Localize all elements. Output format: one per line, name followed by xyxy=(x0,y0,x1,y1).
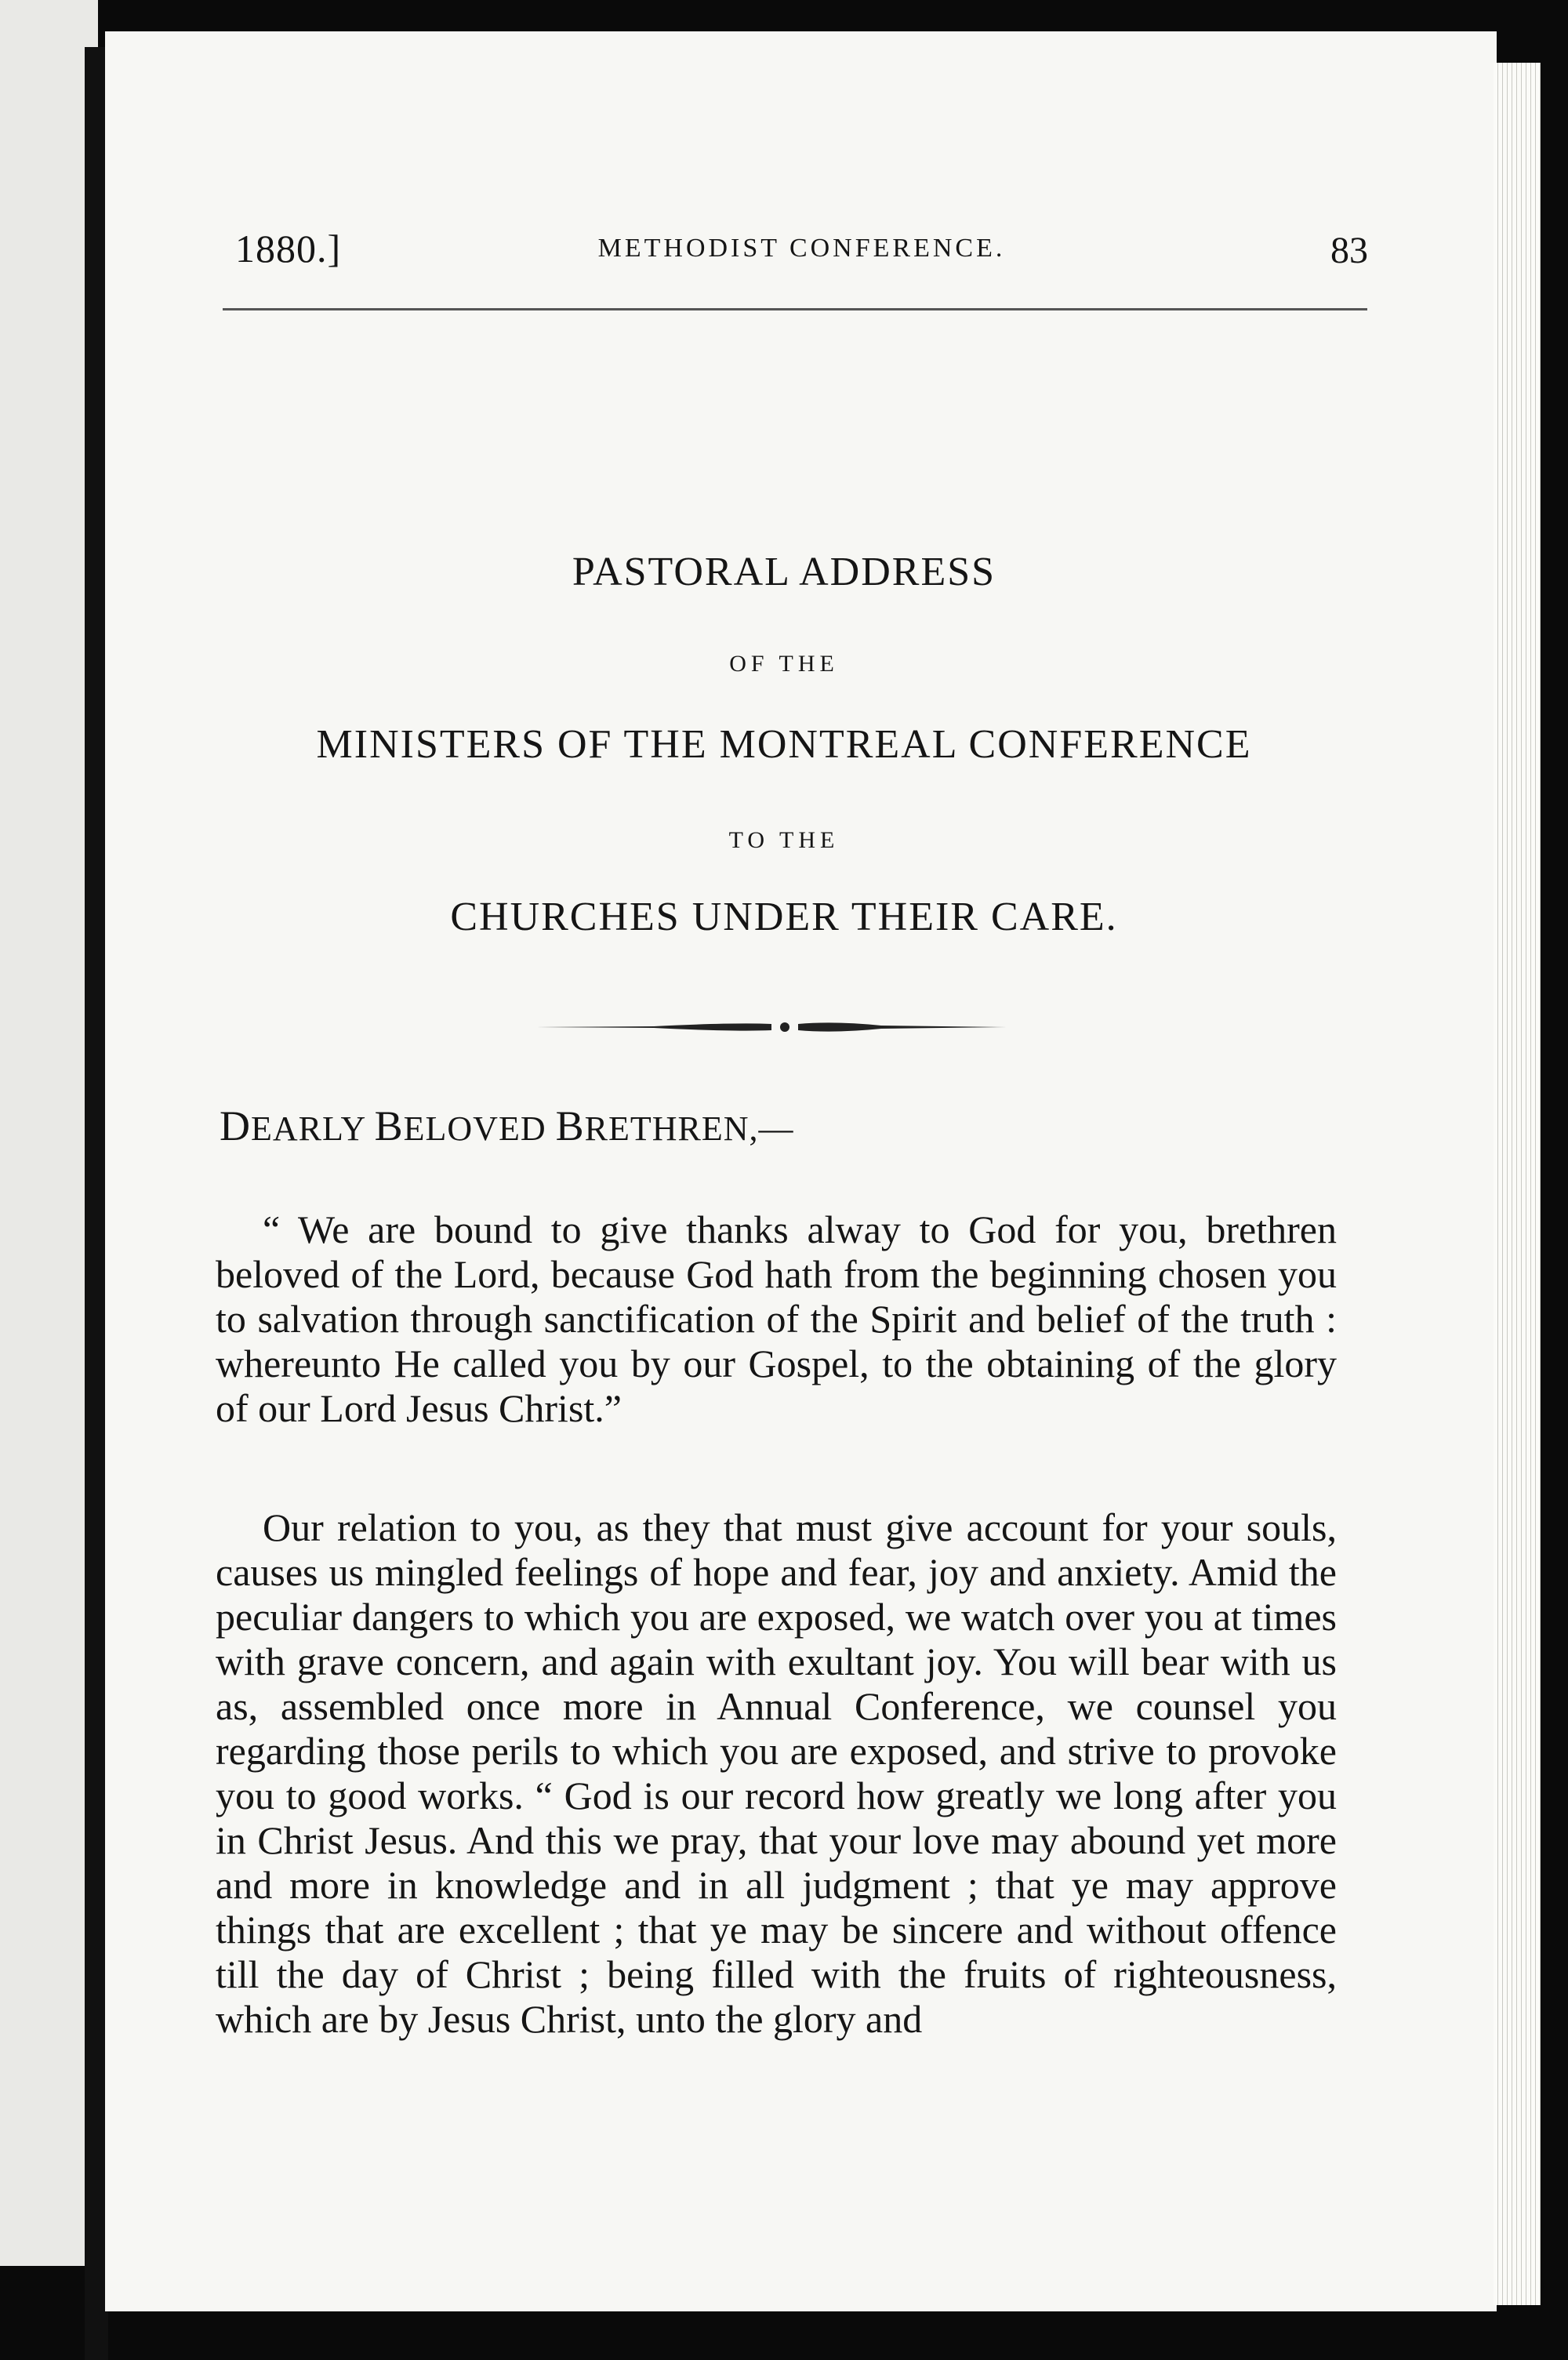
page-number: 83 xyxy=(1330,230,1368,271)
paragraph-scripture: “ We are bound to give thanks alway to God for you, brethren beloved of the Lord, because God hath from the beginning chosen you to salvation through sanctification of the Spirit and belief of the truth : whereunto He called you by our Gospel, to the obtaining of the glory of our Lord Jesus Christ.” xyxy=(216,1207,1337,1430)
salutation xyxy=(220,1102,794,1150)
salutation-cap-b1: B xyxy=(374,1102,404,1149)
salutation-cap-b2: B xyxy=(555,1102,585,1149)
salutation-part-3: RETHREN,— xyxy=(584,1109,794,1148)
heading-ministers: MINISTERS OF THE MONTREAL CONFERENCE xyxy=(316,722,1252,767)
salutation-part-1: EARLY xyxy=(251,1109,375,1148)
paragraph-relation: Our relation to you, as they that must give account for your souls, causes us mingled feelings of hope and fear, joy and anxiety. Amid the peculiar dangers to which you are exposed, we watch over you at times with grave concern, and again with exultant joy. You will bear with us as, assembled once more in Annual Conference, we counsel you regarding those perils to which you are exposed, and strive to provoke you to good works. “ God is our record how greatly we long after you in Christ Jesus. And this we pray, that your love may abound yet more and more in knowledge and in all judgment ; that ye may approve things that are excellent ; that ye may be sincere and without offence till the day of Christ ; being filled with the fruits of righteousness, which are by Jesus Christ, unto the glory and xyxy=(216,1505,1337,2041)
heading-churches: CHURCHES UNDER THEIR CARE. xyxy=(450,895,1118,939)
running-head-year: 1880.] xyxy=(235,227,342,270)
running-head-title: METHODIST CONFERENCE. xyxy=(597,234,1006,263)
header-rule xyxy=(223,308,1367,310)
salutation-part-2: ELOVED xyxy=(403,1109,556,1148)
heading-to-the: TO THE xyxy=(728,827,840,853)
ornamental-divider xyxy=(536,1011,1007,1043)
heading-of-the: OF THE xyxy=(729,651,839,677)
salutation-cap-d: D xyxy=(220,1102,251,1149)
page-stack-edges xyxy=(1494,63,1541,2305)
running-head xyxy=(235,226,1368,281)
facing-page-edge xyxy=(0,0,98,2266)
heading-pastoral-address: PASTORAL ADDRESS xyxy=(572,550,996,594)
